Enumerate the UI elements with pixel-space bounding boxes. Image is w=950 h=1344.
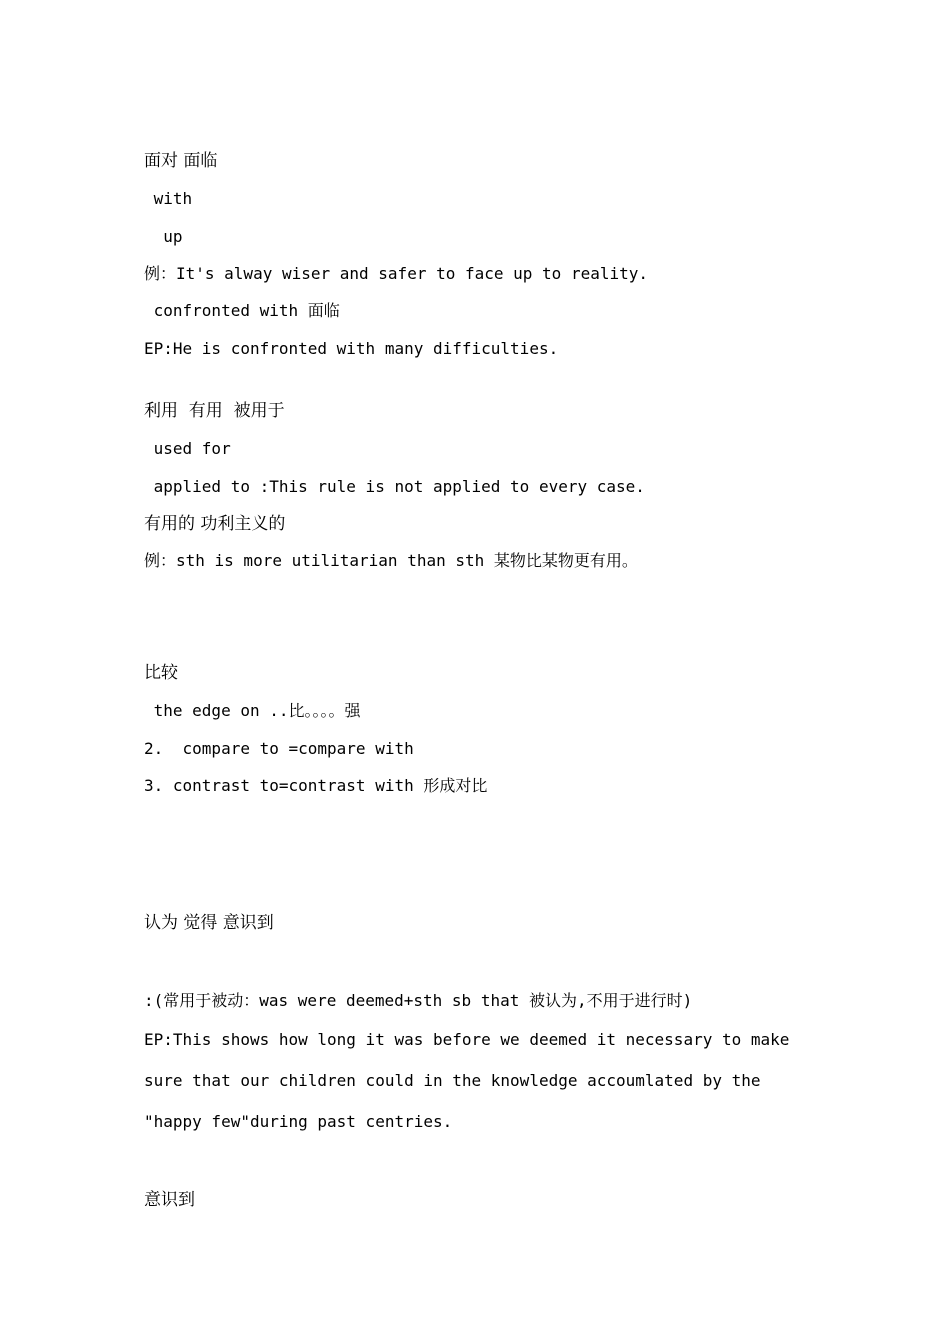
text-line: up <box>144 227 183 246</box>
text-line: 3. contrast to=contrast with 形成对比 <box>144 776 488 795</box>
text-line: 有用的 功利主义的 <box>144 514 286 534</box>
text-line: confronted with 面临 <box>144 301 340 320</box>
heading-deem: 认为 觉得 意识到 <box>144 913 274 933</box>
example-line: EP:This shows how long it was before we deemed it necessary to make <box>144 1030 790 1049</box>
heading-use: 利用 有用 被用于 <box>144 401 285 421</box>
example-line: EP:He is confronted with many difficulties. <box>144 339 559 358</box>
text-line: with <box>144 189 193 208</box>
heading-compare: 比较 <box>144 663 178 683</box>
text-line: used for <box>144 439 231 458</box>
text-line: applied to :This rule is not applied to every case. <box>144 477 645 496</box>
text-line: 2. compare to =compare with <box>144 739 414 758</box>
heading-realize: 意识到 <box>144 1190 195 1210</box>
text-line: the edge on ..比。。。。强 <box>144 701 361 720</box>
text-line: :(常用于被动：was were deemed+sth sb that 被认为,不用于进行时) <box>144 991 693 1010</box>
example-line: 例：sth is more utilitarian than sth 某物比某物更有用。 <box>144 551 638 570</box>
example-line: 例：It's alway wiser and safer to face up to reality. <box>144 264 649 283</box>
heading-face: 面对 面临 <box>144 151 218 171</box>
example-line: "happy few"during past centries. <box>144 1112 453 1131</box>
example-line: sure that our children could in the knowledge accoumlated by the <box>144 1071 761 1090</box>
